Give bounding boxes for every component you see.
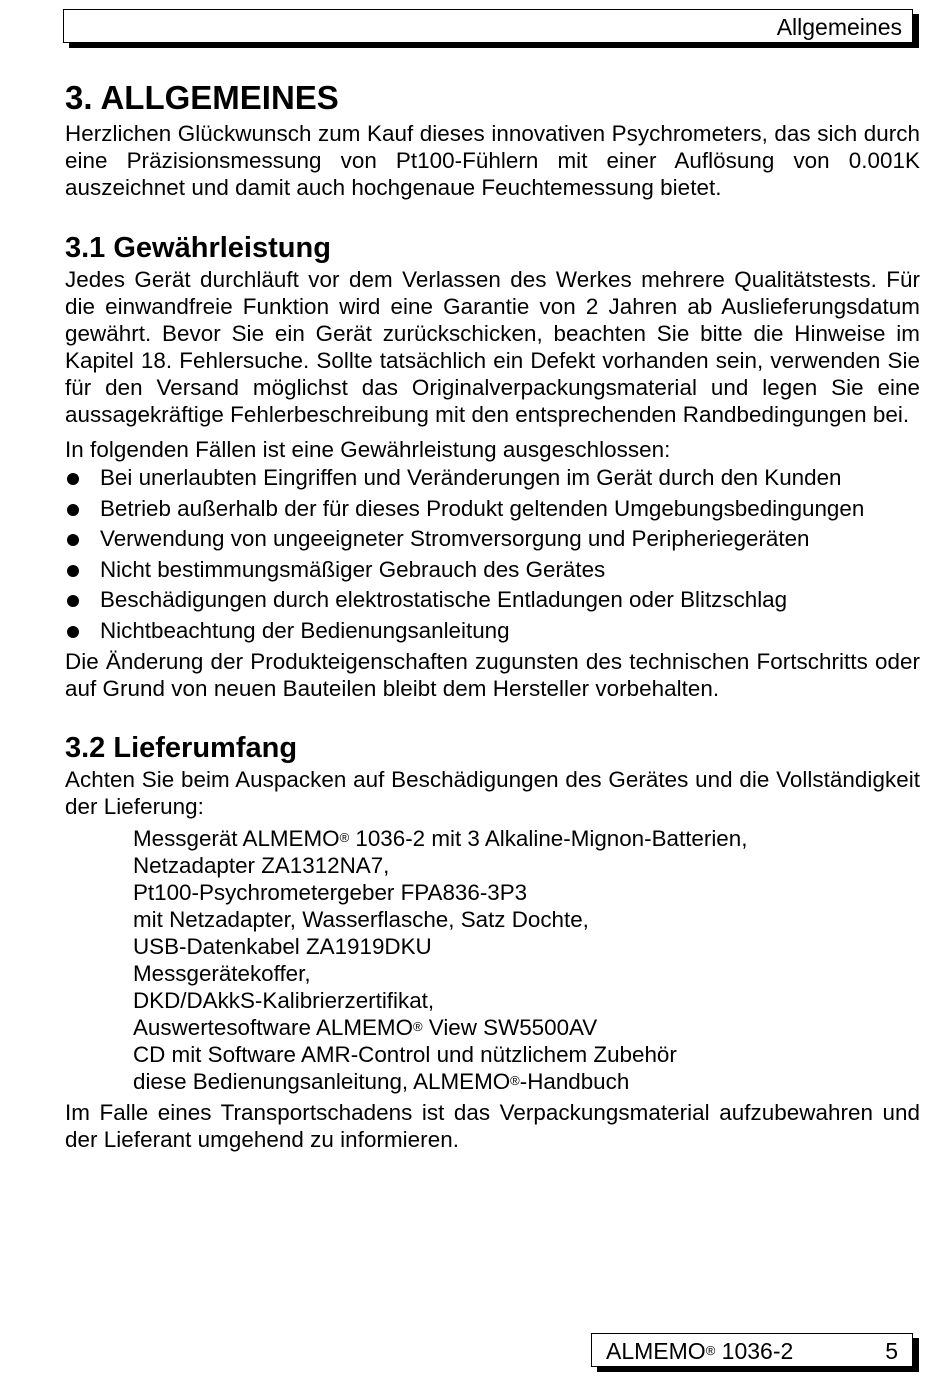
bullet-icon xyxy=(67,595,79,607)
chapter-heading: 3. ALLGEMEINES xyxy=(65,79,339,116)
list-item: DKD/DAkkS-Kalibrierzertifikat, xyxy=(133,988,435,1013)
list-item: Bei unerlaubten Eingriffen und Veränderungen im Gerät durch den Kunden xyxy=(65,463,920,494)
bullet-icon xyxy=(67,473,79,485)
list-item: Messgerät ALMEMO® 1036-2 mit 3 Alkaline-Mignon-Batterien, xyxy=(133,826,748,851)
warranty-exclusions-intro: In folgenden Fällen ist eine Gewährleistung ausgeschlossen: xyxy=(65,437,671,462)
warranty-exclusions-list xyxy=(65,463,920,646)
footer-product: ALMEMO® 1036-2 xyxy=(606,1338,794,1364)
chapter-intro: Herzlichen Glückwunsch zum Kauf dieses innovativen Psychrometers, das sich durch eine Präzisionsmessung von Pt100-Fühlern mit einer Auflösung von 0.001K auszeichnet und damit auch hochgenaue Feuchtemessung bietet. xyxy=(65,121,920,200)
bullet-icon xyxy=(67,565,79,577)
warranty-paragraph: Jedes Gerät durchläuft vor dem Verlassen des Werkes mehrere Qualitätstests. Für die einwandfreie Funktion wird eine Garantie von 2 Jahren ab Auslieferungsdatum gewährt. Bevor Sie ein Gerät zurückschicken, beachten Sie bitte die Hinweise im Kapitel 18. Fehlersuche. Sollte tatsächlich ein Defekt vorhanden sein, verwenden Sie für den Versand möglichst das Originalverpackungsmaterial und legen Sie eine aussagekräftige Fehlerbeschreibung mit den entsprechenden Randbedingungen bei. xyxy=(65,267,920,427)
list-item: Pt100-Psychrometergeber FPA836-3P3 xyxy=(133,880,528,905)
list-item: diese Bedienungsanleitung, ALMEMO®-Handbuch xyxy=(133,1069,630,1094)
bullet-icon xyxy=(67,626,79,638)
list-item: Netzadapter ZA1312NA7, xyxy=(133,853,390,878)
list-item: CD mit Software AMR-Control und nützlichem Zubehör xyxy=(133,1042,677,1067)
delivery-contents-list xyxy=(133,825,920,1095)
running-header-title: Allgemeines xyxy=(776,14,902,40)
list-item: Nichtbeachtung der Bedienungsanleitung xyxy=(65,616,920,647)
delivery-intro: Achten Sie beim Auspacken auf Beschädigungen des Gerätes und die Vollständigkeit der Lieferung: xyxy=(65,767,920,819)
section-heading-lieferumfang: 3.2 Lieferumfang xyxy=(65,732,298,764)
list-item: Beschädigungen durch elektrostatische Entladungen oder Blitzschlag xyxy=(65,585,920,616)
list-item: mit Netzadapter, Wasserflasche, Satz Dochte, xyxy=(133,907,589,932)
bullet-icon xyxy=(67,534,79,546)
running-header xyxy=(63,9,913,43)
running-footer xyxy=(591,1333,913,1367)
list-item: Messgerätekoffer, xyxy=(133,961,311,986)
list-item: Auswertesoftware ALMEMO® View SW5500AV xyxy=(133,1015,598,1040)
page-content xyxy=(65,78,920,1153)
bullet-icon xyxy=(67,504,79,516)
list-item: USB-Datenkabel ZA1919DKU xyxy=(133,934,432,959)
transport-damage-paragraph: Im Falle eines Transportschadens ist das Verpackungsmaterial aufzubewahren und der Lieferant umgehend zu informieren. xyxy=(65,1100,920,1152)
list-item: Verwendung von ungeeigneter Stromversorgung und Peripheriegeräten xyxy=(65,524,920,555)
section-heading-gewaehrleistung: 3.1 Gewährleistung xyxy=(65,232,331,264)
page-number: 5 xyxy=(885,1338,898,1364)
list-item: Nicht bestimmungsmäßiger Gebrauch des Gerätes xyxy=(65,555,920,586)
warranty-changes-paragraph: Die Änderung der Produkteigenschaften zugunsten des technischen Fortschritts oder auf Grund von neuen Bauteilen bleibt dem Hersteller vorbehalten. xyxy=(65,649,920,701)
list-item: Betrieb außerhalb der für dieses Produkt geltenden Umgebungsbedingungen xyxy=(65,494,920,525)
